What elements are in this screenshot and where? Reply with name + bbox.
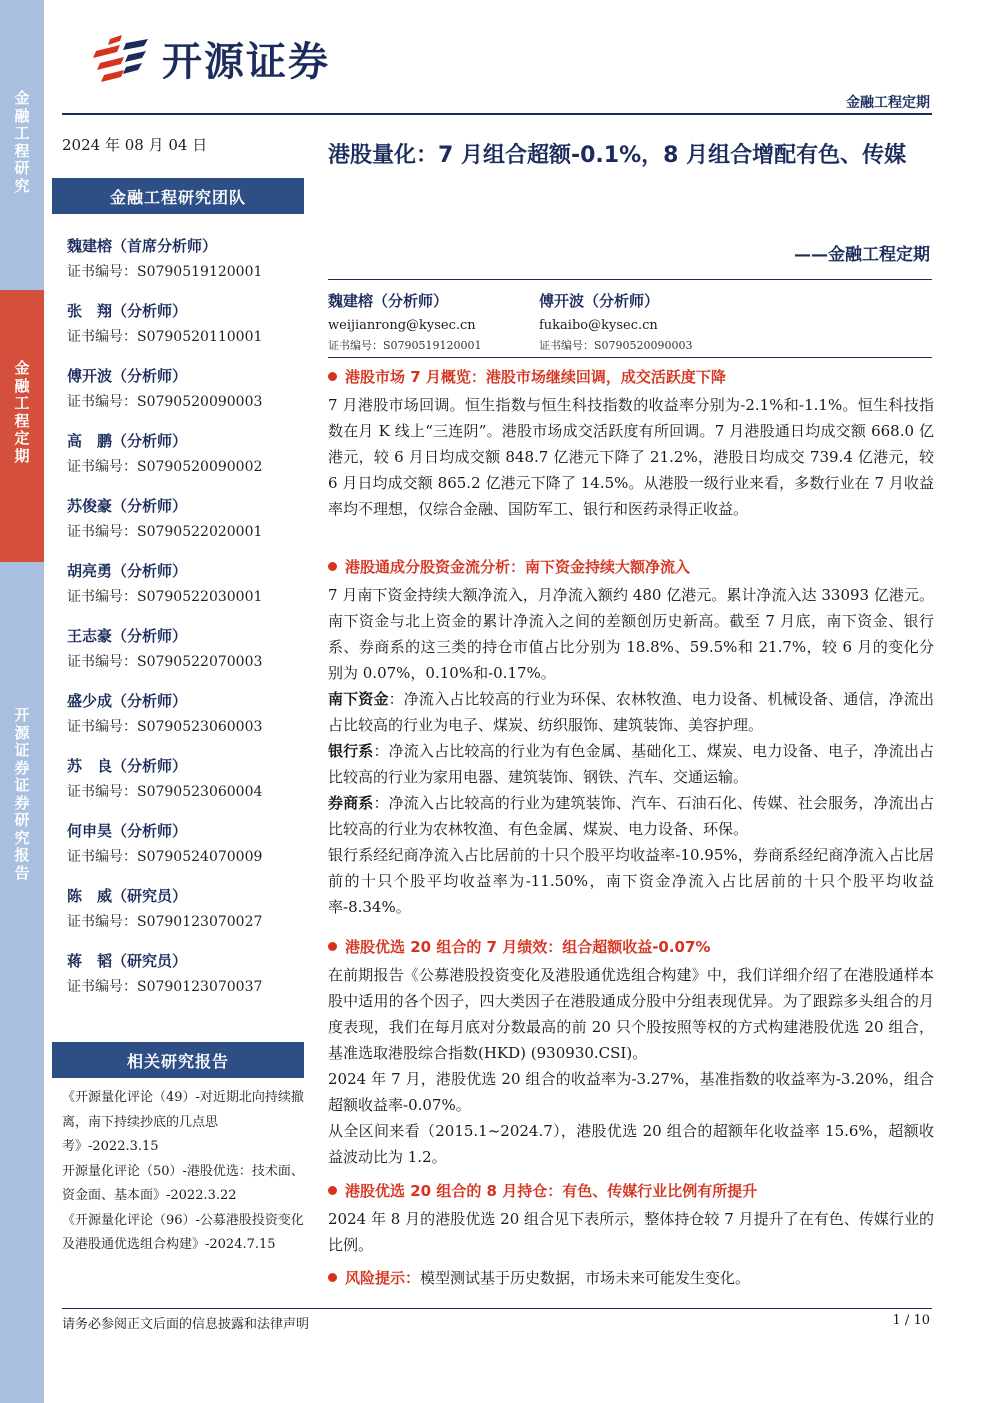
section-paragraph: 从全区间来看（2015.1~2024.7），港股优选 20 组合的超额年化收益率 15.6%，超额收益波动比为 1.2。 [328,1122,934,1166]
section-heading [328,936,934,962]
section-heading-text: 港股市场 7 月概览：港股市场继续回调，成交活跃度下降 [345,368,726,386]
section-heading-text: 港股优选 20 组合的 8 月持仓：有色、传媒行业比例有所提升 [345,1182,758,1200]
section-paragraph: 银行系经纪商净流入占比居前的十只个股平均收益率-10.95%，券商系经纪商净流入占比居前的十只个股平均收益率为-11.50%，南下资金净流入占比居前的十只个股平均收益率-8.34%。 [328,846,934,916]
team-banner: 金融工程研究团队 [52,178,304,214]
bullet-icon [328,372,337,381]
analyst-cert: 证书编号：S0790522070003 [67,654,263,670]
title-divider [328,279,932,280]
analyst-cert: 证书编号：S0790523060004 [67,784,263,800]
report-date: 2024 年 08 月 04 日 [62,136,208,154]
section-august-holdings [328,1180,934,1258]
related-report-link[interactable]: 开源量化评论（50）-港股优选：技术面、资金面、基本面》-2022.3.22 [62,1163,304,1203]
analyst-entry [67,756,304,821]
page-number: 1 / 10 [892,1313,930,1328]
footer-divider [62,1308,932,1309]
author-cert: 证书编号：S0790519120001 [328,339,482,352]
author-email[interactable]: fukaibo@kysec.cn [539,318,658,333]
related-reports-banner: 相关研究报告 [52,1042,304,1078]
section-risk [328,1265,934,1291]
broker-label: 券商系 [328,794,374,812]
section-market-overview [328,366,934,522]
author-name: 魏建榕（分析师） [328,292,449,310]
side-band-brand-label: 开源证券 证券研究报告 [14,706,30,882]
analyst-name: 苏俊豪（分析师） [67,497,188,515]
author-divider [328,357,932,358]
section-heading-text: 港股通成分股资金流分析：南下资金持续大额净流入 [345,558,691,576]
analyst-entry [67,951,304,1016]
analyst-cert: 证书编号：S0790522030001 [67,589,263,605]
analyst-name: 蒋 韬（研究员） [67,952,188,970]
analyst-name: 魏建榕（首席分析师） [67,237,218,255]
section-paragraph [328,738,934,790]
author-entry [328,291,548,353]
broker-text: ：净流入占比较高的行业为建筑装饰、汽车、石油石化、传媒、社会服务，净流出占比较高的行业为农林牧渔、有色金属、煤炭、电力设备、环保。 [328,794,934,838]
analyst-cert: 证书编号：S0790524070009 [67,849,263,865]
analyst-entry [67,366,304,431]
analyst-cert: 证书编号：S0790519120001 [67,264,263,280]
risk-label: 风险提示： [345,1269,421,1287]
side-band-brand [0,562,44,1403]
report-subtitle: ——金融工程定期 [794,245,930,265]
side-band-research [0,0,44,290]
analyst-entry [67,691,304,756]
header-divider [62,113,932,115]
report-type-label: 金融工程定期 [846,95,930,111]
analyst-entry [67,301,304,366]
logo-mark-icon [90,31,152,87]
southbound-text: ：净流入占比较高的行业为环保、农林牧渔、电力设备、机械设备、通信，净流出占比较高的行业为电子、煤炭、纺织服饰、建筑装饰、美容护理。 [328,690,934,734]
analyst-entry [67,561,304,626]
section-july-performance [328,936,934,1170]
side-band-periodic-label: 金融工程定期 [14,359,30,465]
related-reports-list [62,1086,304,1258]
bullet-icon [328,942,337,951]
analyst-entry [67,821,304,886]
company-logo [90,30,330,87]
related-report-link[interactable]: 《开源量化评论（49）-对近期北向持续撤离，南下持续抄底的几点思考》-2022.3.15 [62,1090,304,1154]
section-heading [328,1180,934,1206]
analyst-name: 陈 威（研究员） [67,887,188,905]
analyst-cert: 证书编号：S0790520110001 [67,329,263,345]
analyst-name: 王志豪（分析师） [67,627,188,645]
analyst-entry [67,496,304,561]
analyst-name: 何申昊（分析师） [67,822,188,840]
analyst-name: 胡亮勇（分析师） [67,562,188,580]
section-paragraph: 在前期报告《公募港股投资变化及港股通优选组合构建》中，我们详细介绍了在港股通样本股中适用的各个因子，四大类因子在港股通成分股中分组表现优异。为了跟踪多头组合的月度表现，我们在每月底对分数最高的前 20 只个股按照等权的方式构建港股优选 20 组合，基准选取港股综合指数(HKD) (930930.CSI)。 [328,966,934,1062]
section-paragraph: 7 月南下资金持续大额净流入，月净流入额约 480 亿港元。累计净流入达 33093 亿港元。南下资金与北上资金的累计净流入之间的差额创历史新高。截至 7 月底，南下资金、银行系、券商系的这三类的持仓市值占比分别为 18.8%、59.5%和 21.7%，较 6 月的变化分别为 0.07%，0.10%和-0.17%。 [328,586,934,682]
author-name: 傅开波（分析师） [539,292,660,310]
analyst-cert: 证书编号：S0790123070037 [67,979,263,995]
bullet-icon [328,562,337,571]
section-fund-flow [328,556,934,920]
analyst-cert: 证书编号：S0790520090002 [67,459,263,475]
analyst-cert: 证书编号：S0790123070027 [67,914,263,930]
risk-paragraph [328,1265,934,1291]
section-heading [328,366,934,392]
bullet-icon [328,1186,337,1195]
analyst-entry [67,236,304,301]
bank-text: ：净流入占比较高的行业为有色金属、基础化工、煤炭、电力设备、电子，净流出占比较高的行业为家用电器、建筑装饰、钢铁、汽车、交通运输。 [328,742,934,786]
analyst-list [67,236,304,1016]
analyst-name: 傅开波（分析师） [67,367,188,385]
bullet-icon [328,1273,337,1282]
author-email[interactable]: weijianrong@kysec.cn [328,318,476,333]
southbound-label: 南下资金 [328,690,389,708]
side-band-periodic [0,290,44,562]
report-title: 港股量化：7 月组合超额-0.1%，8 月组合增配有色、传媒 [328,143,907,168]
analyst-entry [67,886,304,951]
side-band-research-label: 金融工程研究 [14,89,30,195]
section-paragraph: 2024 年 7 月，港股优选 20 组合的收益率为-3.27%，基准指数的收益率为-3.20%，组合超额收益率-0.07%。 [328,1070,934,1114]
analyst-name: 高 鹏（分析师） [67,432,188,450]
analyst-name: 苏 良（分析师） [67,757,188,775]
section-paragraph: 7 月港股市场回调。恒生指数与恒生科技指数的收益率分别为-2.1%和-1.1%。恒生科技指数在月 K 线上“三连阴”。港股市场成交活跃度有所回调。7 月港股通日均成交额 668.0 亿港元，较 6 月日均成交额 848.7 亿港元下降了 21.2%，港股日均成交 739.4 亿港元，较 6 月日均成交额 865.2 亿港元下降了 14.5%。从港股一级行业来看，多数行业在 7 月收益率均不理想，仅综合金融、国防军工、银行和医药录得正收益。 [328,396,934,518]
section-paragraph [328,790,934,842]
analyst-entry [67,626,304,691]
section-heading-text: 港股优选 20 组合的 7 月绩效：组合超额收益-0.07% [345,938,711,956]
footer-disclaimer: 请务必参阅正文后面的信息披露和法律声明 [62,1317,310,1332]
analyst-entry [67,431,304,496]
section-paragraph: 2024 年 8 月的港股优选 20 组合见下表所示，整体持仓较 7 月提升了在有色、传媒行业的比例。 [328,1210,934,1254]
side-band [0,0,44,1403]
logo-text: 开源证券 [162,39,330,85]
author-cert: 证书编号：S0790520090003 [539,339,693,352]
analyst-name: 盛少成（分析师） [67,692,188,710]
related-report-link[interactable]: 《开源量化评论（96）-公募港股投资变化及港股通优选组合构建》-2024.7.15 [62,1212,304,1252]
analyst-cert: 证书编号：S0790523060003 [67,719,263,735]
risk-text: 模型测试基于历史数据，市场未来可能发生变化。 [420,1269,751,1287]
section-heading [328,556,934,582]
bank-label: 银行系 [328,742,374,760]
analyst-cert: 证书编号：S0790520090003 [67,394,263,410]
analyst-name: 张 翔（分析师） [67,302,188,320]
section-paragraph [328,686,934,738]
author-entry [539,291,759,353]
analyst-cert: 证书编号：S0790522020001 [67,524,263,540]
